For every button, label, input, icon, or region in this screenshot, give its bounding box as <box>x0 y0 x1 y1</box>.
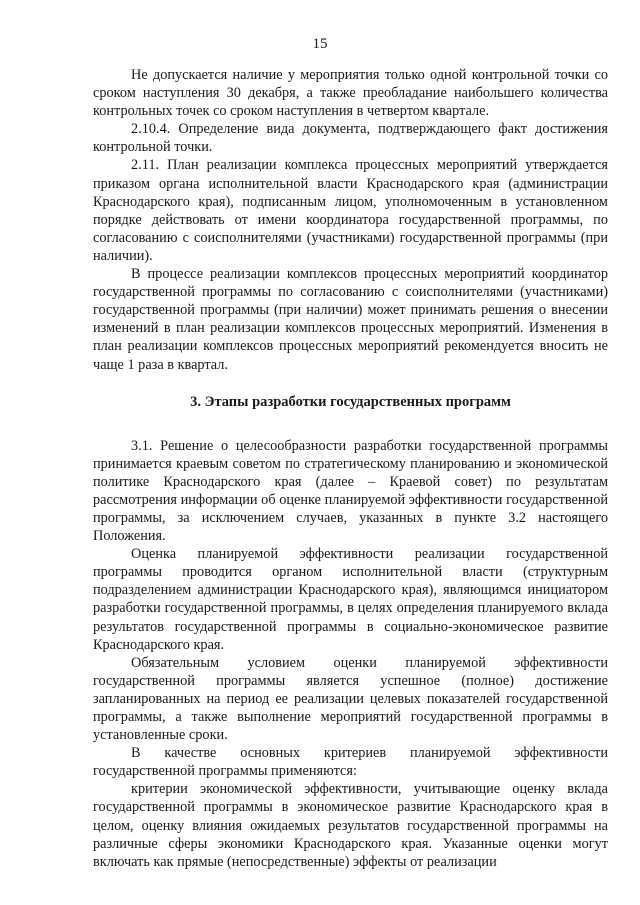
section-heading: 3. Этапы разработки государственных программ <box>190 393 511 410</box>
paragraph-mandatory-condition: Обязательным условием оценки планируемой эффективности государственной программы является успешное (полное) достижение запланированных на период ее реализации целевых показателей государственной программы, а также выполнение мероприятий государственной программы в установленные сроки. <box>93 654 608 744</box>
paragraph-economic-criteria: критерии экономической эффективности, учитывающие оценку вклада государственной программы в экономическое развитие Краснодарского края в целом, оценку влияния ожидаемых результатов государственной программы на различные сферы экономики Краснодарского края. Указанные оценки могут включать как прямые (непосредственные) эффекты от реализации <box>93 781 608 870</box>
paragraph-2-11: 2.11. План реализации комплекса процессных мероприятий утверждается приказом органа исполнительной власти Краснодарского края (администрации Краснодарского края), подписанным лицом, уполномоченным в установленном порядке действовать от имени координатора государственной программы, по согласованию с соисполнителями (участниками) государственной программы (при наличии). <box>93 157 608 264</box>
document-body <box>93 66 608 871</box>
paragraph-efficiency-assessment: Оценка планируемой эффективности реализации государственной программы проводится органом исполнительной власти (структурным подразделением администрации Краснодарского края), являющимся инициатором разработки государственной программы, в целях определения планируемого вклада результатов государственной программы в социально-экономическое развитие Краснодарского края. <box>93 546 608 653</box>
paragraph-3-1: 3.1. Решение о целесообразности разработки государственной программы принимается краевым советом по стратегическому планированию и экономической политике Краснодарского края (далее – Краевой совет) по результатам рассмотрения информации об оценке планируемой эффективности государственной программы, за исключением случаев, указанных в пункте 3.2 настоящего Положения. <box>93 437 608 545</box>
page-number: 15 <box>312 36 328 52</box>
paragraph-control-points-restriction: Не допускается наличие у мероприятия только одной контрольной точки со сроком наступления 30 декабря, а также преобладание наибольшего количества контрольных точек со сроком наступления в четвертом квартале. <box>93 67 608 120</box>
paragraph-plan-changes: В процессе реализации комплексов процессных мероприятий координатор государственной программы по согласованию с соисполнителями (участниками) государственной программы (при наличии) может принимать решения о внесении изменений в план реализации комплексов процессных мероприятий. Изменения в план реализации комплексов процессных мероприятий рекомендуется вносить не чаще 1 раза в квартал. <box>93 266 608 373</box>
paragraph-2-10-4: 2.10.4. Определение вида документа, подтверждающего факт достижения контрольной точки. <box>93 121 608 156</box>
paragraph-criteria-intro: В качестве основных критериев планируемой эффективности государственной программы применяются: <box>93 745 608 780</box>
